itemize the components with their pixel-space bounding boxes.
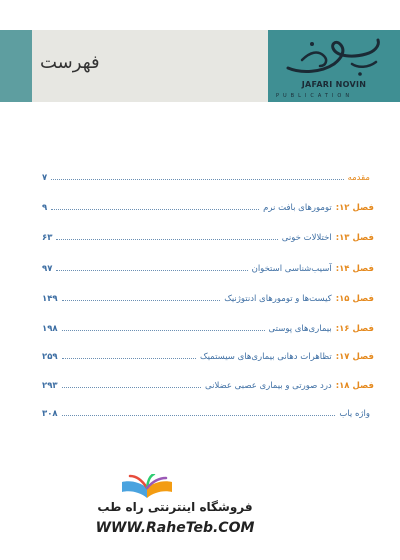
- toc-entry[interactable]: [42, 403, 374, 419]
- toc-entry[interactable]: [42, 288, 374, 304]
- toc-dot-leader: [56, 239, 277, 240]
- books-icon: [120, 474, 174, 500]
- toc-chapter-label: فصل ۱۲:: [335, 203, 374, 213]
- toc-entry[interactable]: [42, 375, 374, 391]
- store-watermark: [0, 466, 400, 560]
- toc-entry-title: واژه یاب: [339, 409, 370, 419]
- store-name: فروشگاه اینترنتی راه طب: [97, 500, 253, 514]
- toc-dot-leader: [62, 300, 221, 301]
- toc-page-number: ۱۴۹: [42, 294, 58, 304]
- toc-dot-leader: [51, 209, 259, 210]
- toc-dot-leader: [51, 179, 343, 180]
- toc-page-number: ۶۳: [42, 233, 53, 243]
- page-title: فهرست: [40, 52, 100, 73]
- toc-entry-title: درد صورتی و بیماری عصبی عضلانی: [205, 381, 332, 391]
- toc-dot-leader: [62, 330, 265, 331]
- toc-page-number: ۱۹۸: [42, 324, 58, 334]
- toc-chapter-label: فصل ۱۴:: [335, 264, 374, 274]
- toc-entry[interactable]: [42, 346, 374, 362]
- toc-entry-title: تومورهای بافت نرم: [263, 203, 332, 213]
- toc-entry[interactable]: [42, 227, 374, 243]
- toc-chapter-label: فصل ۱۵:: [335, 294, 374, 304]
- toc-chapter-label: فصل ۱۸:: [335, 381, 374, 391]
- toc-page-number: ۲۹۳: [42, 381, 58, 391]
- toc-entry-title: بیماری‌های پوستی: [268, 324, 332, 334]
- store-url[interactable]: WWW.RaheTeb.COM: [95, 520, 255, 536]
- toc-entry[interactable]: [42, 197, 374, 213]
- toc-page-number: ۷: [42, 173, 48, 183]
- toc-page-number: ۹۷: [42, 264, 53, 274]
- toc-dot-leader: [62, 387, 201, 388]
- toc-chapter-label: فصل ۱۷:: [335, 352, 374, 362]
- toc-entry-title: تظاهرات دهانی بیماری‌های سیستمیک: [199, 352, 332, 362]
- toc-dot-leader: [56, 270, 247, 271]
- toc-dot-leader: [62, 358, 196, 359]
- toc-entry-title: آسیب‌شناسی استخوان: [251, 264, 332, 274]
- toc-entry-title: کیست‌ها و تومورهای ادنتوژنیک: [224, 294, 332, 304]
- toc-dot-leader: [62, 415, 336, 416]
- toc-entry-title: اختلالات خونی: [281, 233, 332, 243]
- publisher-subtitle: PUBLICATION: [276, 93, 354, 99]
- toc-page-number: ۲۵۹: [42, 352, 58, 362]
- toc-chapter-label: فصل ۱۶:: [335, 324, 374, 334]
- publisher-name: JAFARI NOVIN: [301, 80, 367, 89]
- toc-entry[interactable]: [42, 167, 374, 183]
- toc-chapter-label: فصل ۱۳:: [335, 233, 374, 243]
- toc-entry[interactable]: [42, 318, 374, 334]
- toc-page-number: ۳۰۸: [42, 409, 58, 419]
- toc-entry-title: مقدمه: [347, 173, 370, 183]
- toc-page-number: ۹: [42, 203, 48, 213]
- toc-entry[interactable]: [42, 258, 374, 274]
